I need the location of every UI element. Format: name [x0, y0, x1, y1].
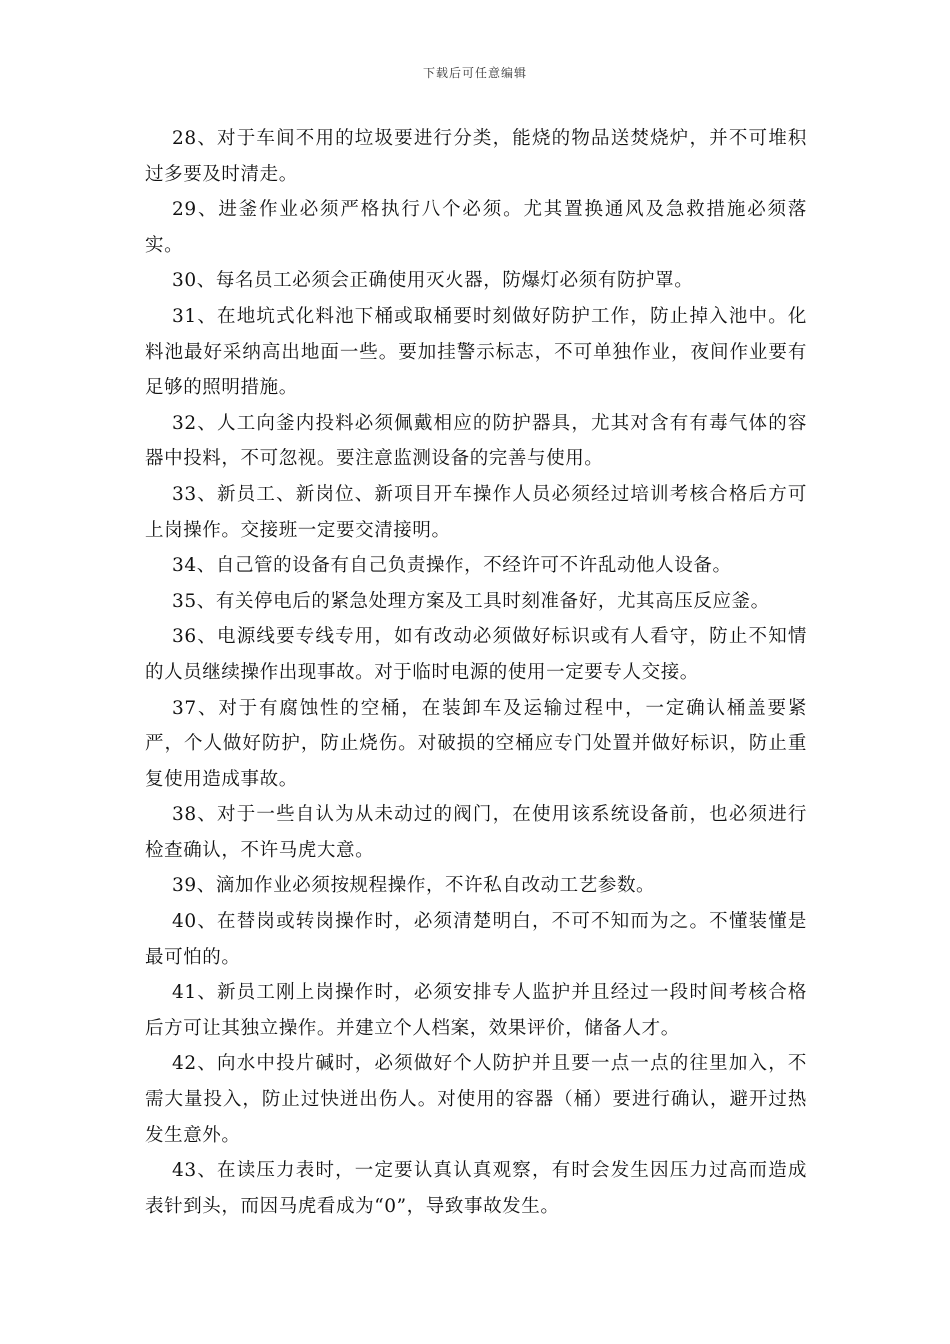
paragraph-40: 40、在替岗或转岗操作时，必须清楚明白，不可不知而为之。不懂装懂是最可怕的。 — [145, 911, 807, 968]
document-body — [145, 121, 807, 1224]
page-header: 下载后可任意编辑 — [422, 66, 527, 80]
paragraph-32: 32、人工向釜内投料必须佩戴相应的防护器具，尤其对含有有毒气体的容器中投料，不可忽视。要注意监测设备的完善与使用。 — [145, 412, 807, 470]
paragraph-37: 37、对于有腐蚀性的空桶，在装卸车及运输过程中，一定确认桶盖要紧严，个人做好防护，防止烧伤。对破损的空桶应专门处置并做好标识，防止重复使用造成事故。 — [145, 697, 807, 790]
paragraph-28: 28、对于车间不用的垃圾要进行分类，能烧的物品送焚烧炉，并不可堆积过多要及时清走。 — [145, 128, 807, 185]
paragraph-43: 43、在读压力表时，一定要认真认真观察，有时会发生因压力过高而造成表针到头，而因马虎看成为“0”，导致事故发生。 — [145, 1160, 807, 1217]
paragraph-30: 30、每名员工必须会正确使用灭火器，防爆灯必须有防护罩。 — [172, 270, 694, 292]
paragraph-41: 41、新员工刚上岗操作时，必须安排专人监护并且经过一段时间考核合格后方可让其独立操作。并建立个人档案，效果评价，储备人才。 — [145, 982, 807, 1039]
paragraph-38: 38、对于一些自认为从未动过的阀门，在使用该系统设备前，也必须进行检查确认，不许马虎大意。 — [145, 804, 807, 861]
paragraph-31: 31、在地坑式化料池下桶或取桶要时刻做好防护工作，防止掉入池中。化料池最好采纳高出地面一些。要加挂警示标志，不可单独作业，夜间作业要有足够的照明措施。 — [145, 305, 807, 399]
paragraph-29: 29、进釜作业必须严格执行八个必须。尤其置换通风及急救措施必须落实。 — [145, 199, 807, 256]
paragraph-34: 34、自己管的设备有自己负责操作，不经许可不许乱动他人设备。 — [172, 555, 732, 577]
paragraph-36: 36、电源线要专线专用，如有改动必须做好标识或有人看守，防止不知情的人员继续操作出现事故。对于临时电源的使用一定要专人交接。 — [145, 626, 807, 683]
paragraph-33: 33、新员工、新岗位、新项目开车操作人员必须经过培训考核合格后方可上岗操作。交接班一定要交清接明。 — [145, 483, 807, 541]
paragraph-42: 42、向水中投片碱时，必须做好个人防护并且要一点一点的往里加入，不需大量投入，防止过快迸出伤人。对使用的容器（桶）要进行确认，避开过热发生意外。 — [145, 1053, 807, 1146]
paragraph-35: 35、有关停电后的紧急处理方案及工具时刻准备好，尤其高压反应釜。 — [172, 590, 770, 612]
paragraph-39: 39、滴加作业必须按规程操作，不许私自改动工艺参数。 — [172, 875, 656, 897]
